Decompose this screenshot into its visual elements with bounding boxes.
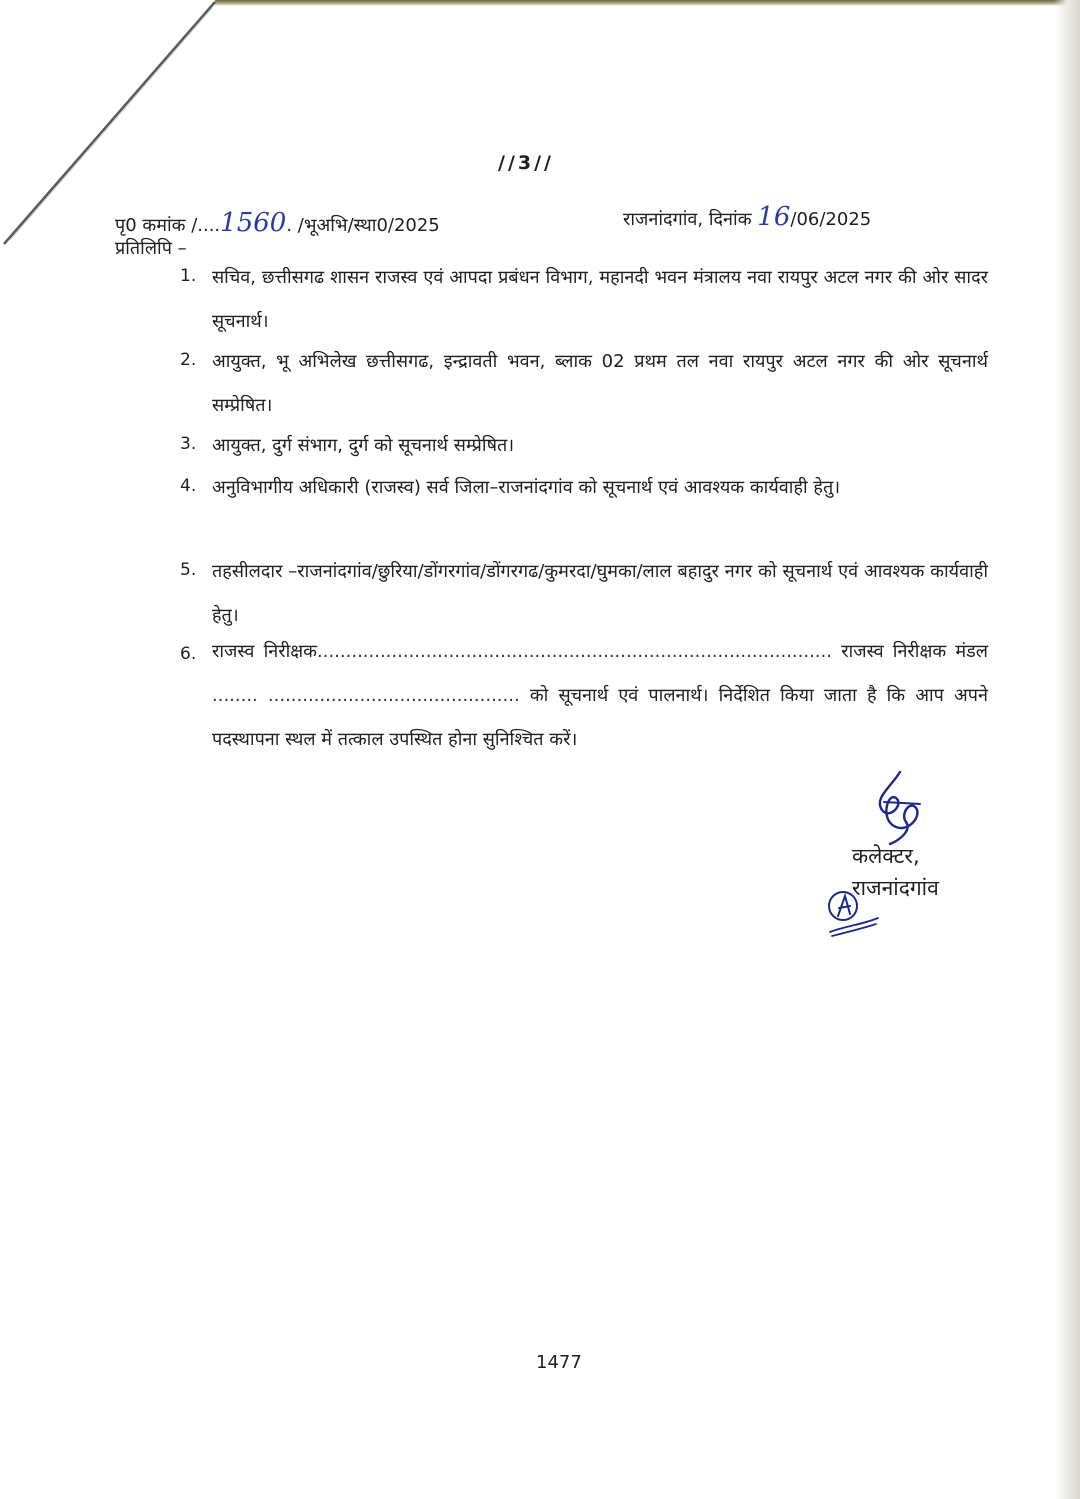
item-number: 5. [180,560,197,580]
month-year: /06/2025 [790,209,872,230]
page-right-edge [1054,0,1080,1499]
item-text-c: को सूचनार्थ एवं पालनार्थ। निर्देशित किया जाता है कि आप अपने पदस्थापना स्थल में तत्काल उपस्थित होना सुनिश्चित करें। [212,685,988,750]
item-text [212,630,988,762]
place-date-prefix: राजनांदगांव, दिनांक [623,209,752,230]
item-number: 1. [180,266,197,286]
signature [860,768,940,848]
page-top-edge [215,0,1080,6]
item-text-a: राजस्व निरीक्षक [212,641,318,662]
item-text-b: राजस्व निरीक्षक मंडल [841,641,988,662]
handwritten-day: 16 [757,202,791,232]
blank-dots: ........ [212,685,258,706]
item-number: 2. [180,350,197,370]
item-text: सचिव, छत्तीसगढ शासन राजस्व एवं आपदा प्रबंधन विभाग, महानदी भवन मंत्रालय नवा रायपुर अटल नगर की ओर सादर सूचनार्थ। [212,267,988,332]
item-text: तहसीलदार –राजनांदगांव/छुरिया/डोंगरगांव/डोंगरगढ/कुमरदा/घुमका/लाल बहादुर नगर को सूचनार्थ एवं आवश्यक कार्यवाही हेतु। [212,561,988,626]
copy-heading: प्रतिलिपि – [115,238,187,259]
reference-line [115,202,995,238]
page-number: 1477 [536,1352,582,1373]
item-number: 3. [180,434,197,454]
handwritten-memo-number: 1560 [220,208,287,238]
place-date [623,202,871,232]
memo-number: पृ0 कमांक /....1560. /भूअभि/स्था0/2025 [115,208,440,238]
signatory-title: कलेक्टर, [852,844,920,868]
signatory-place: राजनांदगांव [852,876,939,900]
item-text: अनुविभागीय अधिकारी (राजस्व) सर्व जिला–राजनांदगांव को सूचनार्थ एवं आवश्यक कार्यवाही हेतु। [212,477,841,498]
memo-suffix: /भूअभि/स्था0/2025 [297,215,440,236]
item-number: 4. [180,476,197,496]
item-number: 6. [180,644,197,664]
item-text: आयुक्त, दुर्ग संभाग, दुर्ग को सूचनार्थ सम्प्रेषित। [212,435,515,456]
page-marker: //3// [498,152,554,174]
memo-prefix: पृ0 कमांक / [115,215,198,236]
blank-dots: .......................................................................................... [317,641,832,662]
initial-mark [824,888,884,940]
blank-dots: ............................................ [267,685,520,706]
item-text: आयुक्त, भू अभिलेख छत्तीसगढ, इन्द्रावती भवन, ब्लाक 02 प्रथम तल नवा रायपुर अटल नगर की ओर सूचनार्थ सम्प्रेषित। [212,351,988,416]
